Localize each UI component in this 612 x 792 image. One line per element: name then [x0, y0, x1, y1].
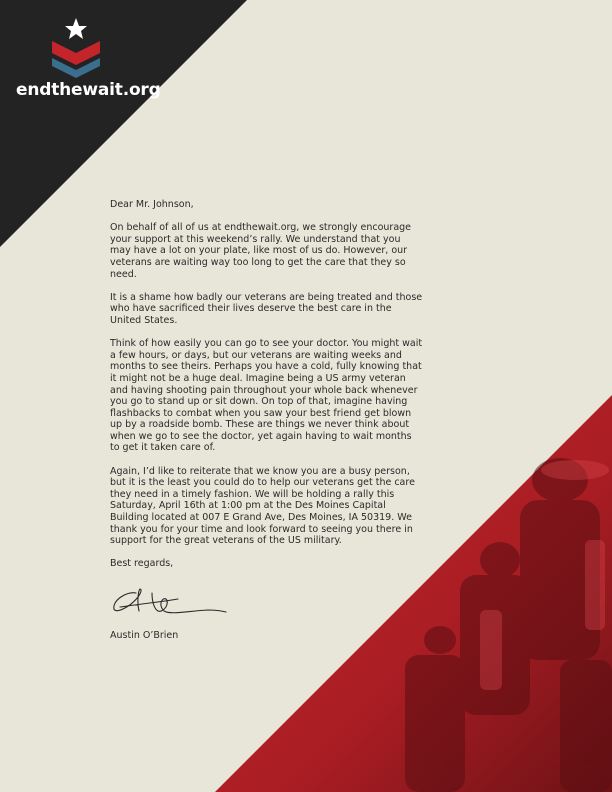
signer-name: Austin O’Brien: [110, 630, 179, 641]
paragraph-1: On behalf of all of us at endthewait.org, we strongly encourage your support at this weekend’s rally. We understand that you may have a lot on your plate, like most of us do. However, our veterans are waiting way too long to get the care that they so need.: [110, 222, 412, 280]
signature: [108, 583, 228, 623]
site-name: endthewait.org: [16, 80, 161, 100]
paragraph-3: Think of how easily you can go to see your doctor. You might wait a few hours, or days, but our veterans are waiting weeks and months to see theirs. Perhaps you have a cold, fully knowing that it might not be a huge deal. Imagine being a US army veteran and having shooting pain throughout your whole back whenever you go to stand up or sit down. On top of that, imagine having flashbacks to combat when you saw your best friend get blown up by a roadside bomb. These are things we never think about when we go to see the doctor, yet again having to wait months to get it taken care of.: [110, 338, 423, 454]
paragraph-4: Again, I’d like to reiterate that we know you are a busy person, but it is the least you could do to help our veterans get the care they need in a timely fashion. We will be holding a rally this Saturday, April 16th at 1:00 pm at the Des Moines Capital Building located at 007 E Grand Ave, Des Moines, IA 50319. We thank you for your time and look forward to seeing you there in support for the great veterans of the US military.: [110, 465, 415, 547]
salutation: Dear Mr. Johnson,: [110, 199, 194, 210]
paragraph-2: It is a shame how badly our veterans are being treated and those who have sacrificed their lives deserve the best care in the United States.: [110, 291, 423, 326]
closing: Best regards,: [110, 558, 174, 570]
star-chevron-icon: [50, 16, 102, 78]
letter-body: [110, 199, 424, 582]
